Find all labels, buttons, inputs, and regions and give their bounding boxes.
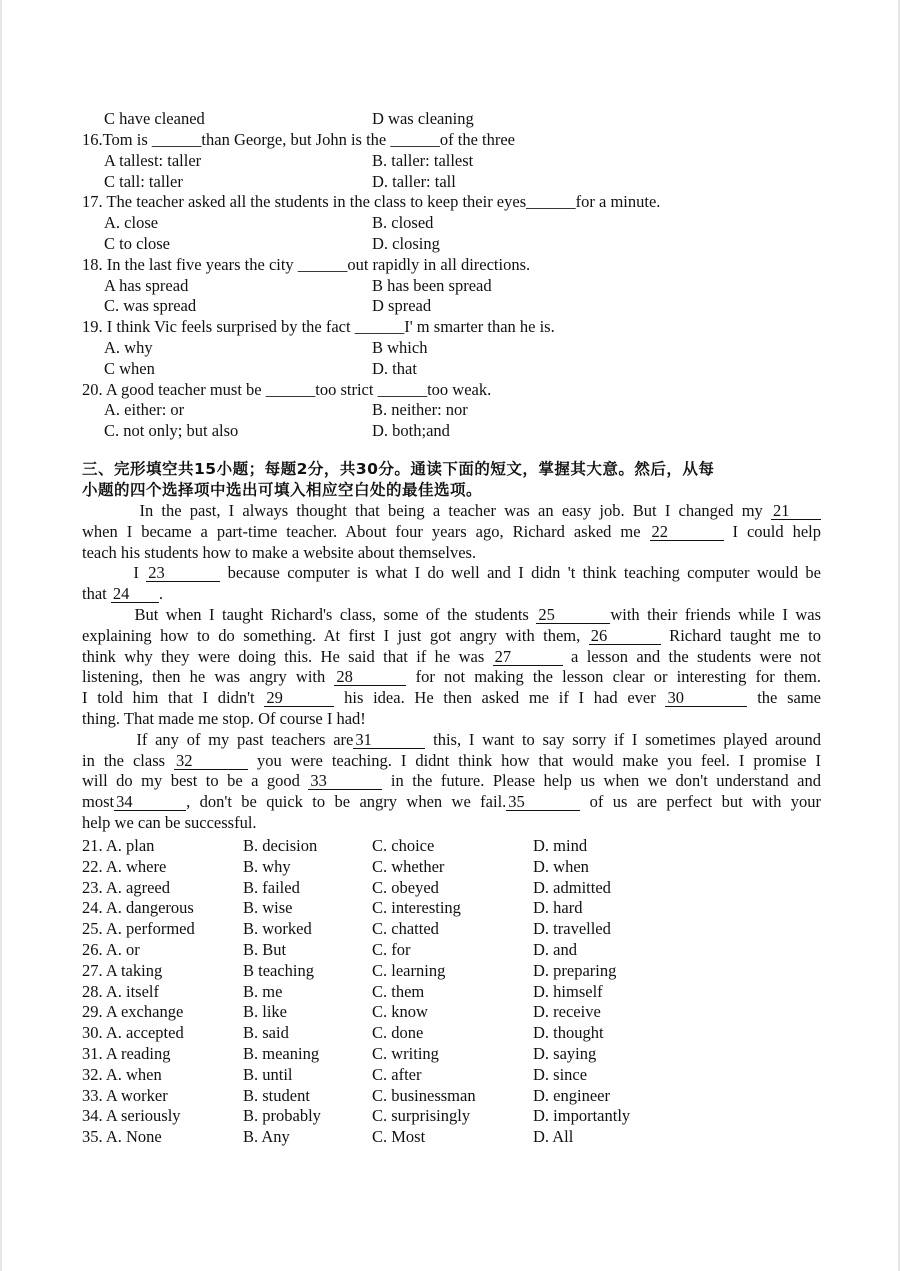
stem-text: for a minute. — [575, 192, 661, 212]
passage-text: teach his students how to make a website about themselves. — [82, 542, 477, 562]
cloze-option: B. said — [243, 1023, 289, 1043]
cloze-option: B teaching — [243, 960, 315, 980]
passage-text: the same — [747, 688, 821, 708]
cloze-option: D. importantly — [533, 1106, 631, 1126]
passage-text: this, I want to say sorry if I sometimes played around — [425, 729, 821, 749]
passage-text: you were teaching. I didnt think how that would make you feel. I promise I — [248, 750, 821, 770]
stem-text: 18. In the last five years the city — [82, 254, 298, 274]
cloze-option: 35. A. None — [82, 1127, 162, 1147]
section-heading-line2: 小题的四个选择项中选出可填入相应空白处的最佳选项。 — [82, 481, 483, 499]
answer-blank: ______ — [354, 317, 405, 337]
passage-text: explaining how to do something. At first I just got angry with them, — [82, 625, 589, 645]
stem-text: than George, but John is the — [201, 130, 391, 149]
cloze-option: D. preparing — [533, 960, 617, 980]
passage-text: help we can be successful. — [82, 813, 257, 832]
cloze-blank-23: 23 — [146, 565, 220, 582]
question-stem — [82, 380, 491, 401]
passage-text: Richard taught me to — [660, 625, 821, 645]
stem-text: too weak. — [427, 379, 492, 399]
cloze-blank-25: 25 — [536, 607, 610, 624]
cloze-option: 33. A worker — [82, 1085, 168, 1105]
cloze-blank-22: 22 — [650, 524, 724, 541]
option-text: B. closed — [372, 213, 434, 233]
passage-text: in the future. Please help us when we don't understand and — [382, 771, 821, 791]
passage-text: think why they were doing this. He said that if he was — [82, 646, 493, 666]
passage-line — [82, 751, 821, 772]
passage-text: In the past, I always thought that being a teacher was an easy job. But I changed my — [82, 501, 771, 520]
option-text: A. either: or — [104, 400, 185, 420]
answer-blank: ______ — [377, 379, 428, 399]
option-text: C tall: taller — [104, 171, 183, 191]
passage-line — [82, 667, 821, 688]
cloze-option: B. meaning — [243, 1044, 320, 1063]
passage-line — [82, 771, 821, 792]
cloze-option: C. learning — [372, 960, 446, 980]
passage-text: If any of my past teachers are — [82, 729, 354, 749]
cloze-option: C. Most — [372, 1127, 426, 1147]
cloze-option: C. businessman — [372, 1085, 476, 1105]
passage-text: will do my best to be a good — [82, 771, 309, 791]
cloze-blank-34: 34 — [114, 794, 186, 811]
cloze-option: C. them — [372, 981, 425, 1001]
cloze-option: B. Any — [243, 1127, 290, 1147]
cloze-option: 22. A. where — [82, 856, 167, 876]
passage-line — [82, 584, 821, 605]
cloze-option: B. wise — [243, 898, 293, 918]
passage-line — [82, 792, 821, 813]
option-text: C to close — [104, 234, 170, 253]
passage-text: But when I taught Richard's class, some of the students — [82, 605, 537, 624]
cloze-blank-29: 29 — [264, 690, 334, 707]
cloze-option: 26. A. or — [82, 940, 140, 959]
cloze-option: 34. A seriously — [82, 1106, 181, 1126]
cloze-option: C. chatted — [372, 919, 439, 939]
passage-text: , don't be quick to be angry when we fail. — [186, 792, 507, 812]
option-text: C when — [104, 358, 155, 378]
cloze-option: B. why — [243, 856, 291, 876]
passage-text: I — [82, 563, 147, 583]
cloze-option: B. failed — [243, 877, 300, 897]
section-heading: 三、完形填空共15小题；每题2分，共30分。通读下面的短文，掌握其大意。然后，从每 — [82, 460, 715, 478]
cloze-option: C. choice — [372, 836, 435, 855]
passage-line — [82, 522, 821, 543]
passage-line — [82, 605, 821, 626]
cloze-option: B. worked — [243, 919, 312, 939]
cloze-blank-35: 35 — [506, 794, 580, 811]
passage-text: his idea. He then asked me if I had ever — [334, 688, 666, 708]
cloze-option: C. for — [372, 940, 411, 959]
cloze-option: 29. A exchange — [82, 1002, 184, 1022]
answer-blank: ______ — [297, 254, 348, 274]
cloze-blank-21: 21 — [771, 503, 821, 520]
passage-text: listening, then he was angry with — [82, 667, 335, 687]
question-stem — [82, 255, 530, 276]
question-stem — [82, 192, 660, 213]
option-text: A. close — [104, 213, 159, 233]
cloze-option: D. receive — [533, 1002, 601, 1022]
passage-text: of us are perfect but with your — [580, 792, 822, 812]
cloze-option: C. after — [372, 1064, 422, 1084]
answer-blank: ______ — [265, 379, 316, 399]
option-text: A. why — [104, 338, 153, 357]
passage-text: thing. That made me stop. Of course I had! — [82, 709, 366, 728]
passage-text: in the class — [82, 750, 175, 770]
option-text: C have cleaned — [104, 109, 205, 128]
passage-line — [82, 563, 821, 584]
passage-line — [82, 813, 821, 834]
cloze-blank-30: 30 — [665, 690, 747, 707]
stem-text: 19. I think Vic feels surprised by the fact — [82, 317, 355, 337]
cloze-option: B. like — [243, 1002, 287, 1022]
cloze-option: 27. A taking — [82, 960, 163, 980]
cloze-blank-31: 31 — [353, 732, 425, 749]
cloze-option: 28. A. itself — [82, 981, 159, 1001]
cloze-option: D. All — [533, 1127, 574, 1147]
passage-text: a lesson and the students were not — [562, 646, 821, 666]
cloze-option: 31. A reading — [82, 1044, 171, 1063]
cloze-option: C. writing — [372, 1044, 439, 1063]
cloze-option: 24. A. dangerous — [82, 898, 194, 918]
option-text: B which — [372, 338, 428, 357]
cloze-option: B. until — [243, 1064, 293, 1084]
stem-text: out rapidly in all directions. — [347, 254, 531, 274]
option-text: A has spread — [104, 275, 189, 295]
passage-line — [82, 647, 821, 668]
passage-text: with their friends while I was — [610, 605, 821, 624]
cloze-option: C. interesting — [372, 898, 461, 918]
cloze-option: B. But — [243, 940, 287, 959]
stem-text: 17. The teacher asked all the students in the class to keep their eyes — [82, 192, 527, 212]
stem-text: 16.Tom is — [82, 130, 152, 149]
cloze-option: D. since — [533, 1064, 588, 1084]
cloze-option: D. mind — [533, 836, 588, 855]
cloze-blank-32: 32 — [174, 753, 248, 770]
cloze-option: D. admitted — [533, 877, 611, 897]
page-border-left — [0, 0, 2, 1271]
answer-blank: ______ — [151, 130, 202, 149]
passage-text: because computer is what I do well and I didn 't think teaching computer would be — [220, 563, 821, 583]
cloze-option: B. decision — [243, 836, 318, 855]
cloze-option: D. hard — [533, 898, 583, 918]
passage-text: for not making the lesson clear or interesting for them. — [406, 667, 821, 687]
passage-text: that — [82, 584, 111, 604]
passage-line — [82, 626, 821, 647]
cloze-option: B. probably — [243, 1106, 321, 1126]
passage-text: most — [82, 792, 115, 812]
cloze-option: C. whether — [372, 856, 445, 876]
cloze-option: D. himself — [533, 981, 603, 1001]
option-text: C. not only; but also — [104, 421, 239, 441]
cloze-blank-28: 28 — [334, 669, 406, 686]
cloze-option: C. obeyed — [372, 877, 439, 897]
answer-blank: ______ — [526, 192, 576, 212]
option-text: D. that — [372, 358, 417, 378]
option-text: D was cleaning — [372, 109, 474, 128]
passage-line — [82, 709, 821, 730]
passage-text: I could help — [723, 521, 822, 541]
option-text: D. both;and — [372, 421, 450, 441]
stem-text: too strict — [315, 379, 378, 399]
cloze-blank-27: 27 — [493, 649, 563, 666]
passage-line — [82, 543, 821, 564]
cloze-option: 25. A. performed — [82, 919, 195, 939]
cloze-option: C. done — [372, 1023, 424, 1043]
passage-line — [82, 730, 821, 751]
cloze-option: C. surprisingly — [372, 1106, 471, 1126]
cloze-option: D. and — [533, 940, 577, 959]
passage-line — [82, 688, 821, 709]
cloze-option: B. student — [243, 1085, 310, 1105]
stem-text: I' m smarter than he is. — [404, 317, 555, 337]
passage-line — [82, 501, 821, 522]
cloze-option: D. thought — [533, 1023, 604, 1043]
cloze-option: 32. A. when — [82, 1064, 162, 1084]
cloze-option: B. me — [243, 981, 283, 1001]
option-text: A tallest: taller — [104, 150, 202, 170]
cloze-option: 21. A. plan — [82, 836, 155, 855]
option-text: D. closing — [372, 234, 440, 253]
option-text: B. neither: nor — [372, 400, 468, 420]
question-stem — [82, 317, 555, 338]
cloze-option: 30. A. accepted — [82, 1023, 184, 1043]
cloze-option: D. travelled — [533, 919, 611, 939]
option-text: B has been spread — [372, 275, 492, 295]
cloze-option: D. when — [533, 856, 589, 876]
option-text: B. taller: tallest — [372, 150, 474, 170]
option-text: C. was spread — [104, 296, 197, 316]
passage-text: . — [158, 584, 163, 604]
answer-blank: ______ — [390, 130, 440, 149]
cloze-option: D. engineer — [533, 1085, 610, 1105]
cloze-blank-26: 26 — [589, 628, 661, 645]
cloze-blank-33: 33 — [308, 773, 382, 790]
passage-text: I told him that I didn't — [82, 688, 265, 708]
cloze-option: C. know — [372, 1002, 428, 1022]
cloze-blank-24: 24 — [111, 586, 159, 603]
stem-text: of the three — [439, 130, 516, 149]
option-text: D. taller: tall — [372, 171, 456, 191]
passage-text: when I became a part-time teacher. About four years ago, Richard asked me — [82, 521, 650, 541]
cloze-option: D. saying — [533, 1044, 597, 1063]
question-stem — [82, 130, 515, 151]
option-text: D spread — [372, 296, 432, 316]
stem-text: 20. A good teacher must be — [82, 379, 266, 399]
cloze-option: 23. A. agreed — [82, 877, 170, 897]
